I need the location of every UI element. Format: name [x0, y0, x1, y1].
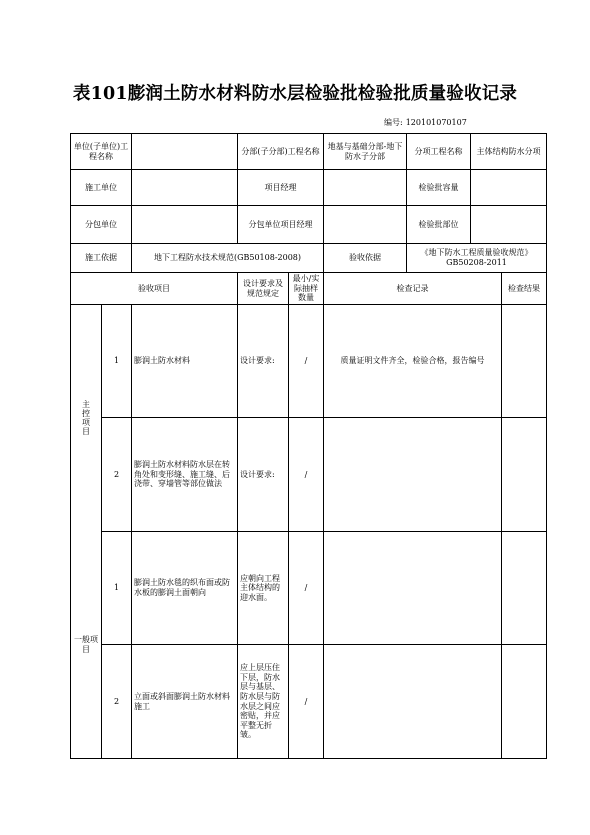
- item-no: 1: [102, 305, 132, 418]
- item-record: [324, 532, 502, 645]
- acceptance-basis-value: 《地下防水工程质量验收规范》GB50208-2011: [407, 244, 547, 273]
- sub-pm-label: 分包单位项目经理: [238, 206, 324, 244]
- subcontractor-value: [132, 206, 238, 244]
- col-item: 验收项目: [71, 273, 238, 305]
- contractor-value: [132, 170, 238, 206]
- item-no: 2: [102, 645, 132, 759]
- contractor-label: 施工单位: [71, 170, 132, 206]
- location-label: 检验批部位: [407, 206, 471, 244]
- unit-label: 单位(子单位)工程名称: [71, 134, 132, 170]
- item-result: [502, 418, 547, 532]
- sub-pm-value: [324, 206, 407, 244]
- unit-value: [132, 134, 238, 170]
- header-row-contractor: [71, 170, 547, 206]
- item-design: 应朝向工程主体结构的迎水面。: [238, 532, 289, 645]
- item-sample: /: [289, 645, 324, 759]
- code-label: 编号:: [384, 118, 403, 127]
- item-sample: /: [289, 418, 324, 532]
- item-result: [502, 532, 547, 645]
- capacity-value: [471, 170, 547, 206]
- acceptance-record-table: [70, 133, 547, 759]
- column-header-row: [71, 273, 547, 305]
- basis-label: 施工依据: [71, 244, 132, 273]
- subcontractor-label: 分包单位: [71, 206, 132, 244]
- col-sample: 最小/实际抽样数量: [289, 273, 324, 305]
- item-record: 质量证明文件齐全，检验合格，报告编号: [324, 305, 502, 418]
- division-label: 分部(子分部)工程名称: [238, 134, 324, 170]
- item-sample: /: [289, 532, 324, 645]
- item-design: 设计要求:: [238, 305, 289, 418]
- header-row-unit: [71, 134, 547, 170]
- item-design: 设计要求:: [238, 418, 289, 532]
- item-name: 膨润土防水材料: [132, 305, 238, 418]
- capacity-label: 检验批容量: [407, 170, 471, 206]
- main-item-row-1: [71, 305, 547, 418]
- general-item-row-1: [71, 532, 547, 645]
- general-item-row-2: [71, 645, 547, 759]
- header-row-basis: [71, 244, 547, 273]
- code-value: 120101070107: [405, 118, 467, 127]
- subitem-label: 分项工程名称: [407, 134, 471, 170]
- main-item-row-2: [71, 418, 547, 532]
- col-result: 检查结果: [502, 273, 547, 305]
- header-row-subcontractor: [71, 206, 547, 244]
- col-record: 检查记录: [324, 273, 502, 305]
- pm-value: [324, 170, 407, 206]
- item-result: [502, 645, 547, 759]
- group-general-label: 一般项目: [71, 532, 102, 759]
- acceptance-basis-label: 验收依据: [324, 244, 407, 273]
- pm-label: 项目经理: [238, 170, 324, 206]
- form-title: 表101膨润土防水材料防水层检验批检验批质量验收记录: [72, 84, 518, 104]
- item-no: 2: [102, 418, 132, 532]
- item-sample: /: [289, 305, 324, 418]
- item-name: 膨润土防水毯的织布面或防水板的膨润土面朝向: [132, 532, 238, 645]
- subitem-value: 主体结构防水分项: [471, 134, 547, 170]
- location-value: [471, 206, 547, 244]
- item-result: [502, 305, 547, 418]
- form-code: [381, 117, 467, 128]
- item-record: [324, 418, 502, 532]
- group-main-label: 主控项目: [71, 305, 102, 532]
- division-value: 地基与基础分部-地下防水子分部: [324, 134, 407, 170]
- basis-value: 地下工程防水技术规范(GB50108-2008): [132, 244, 324, 273]
- item-record: [324, 645, 502, 759]
- item-name: 膨润土防水材料防水层在转角处和变形缝、施工缝、后浇带、穿墙管等部位做法: [132, 418, 238, 532]
- item-name: 立面或斜面膨润土防水材料施工: [132, 645, 238, 759]
- col-design: 设计要求及规范规定: [238, 273, 289, 305]
- item-design: 应上层压住下层，防水层与基层、防水层与防水层之间应密贴，并应平整无折皱。: [238, 645, 289, 759]
- item-no: 1: [102, 532, 132, 645]
